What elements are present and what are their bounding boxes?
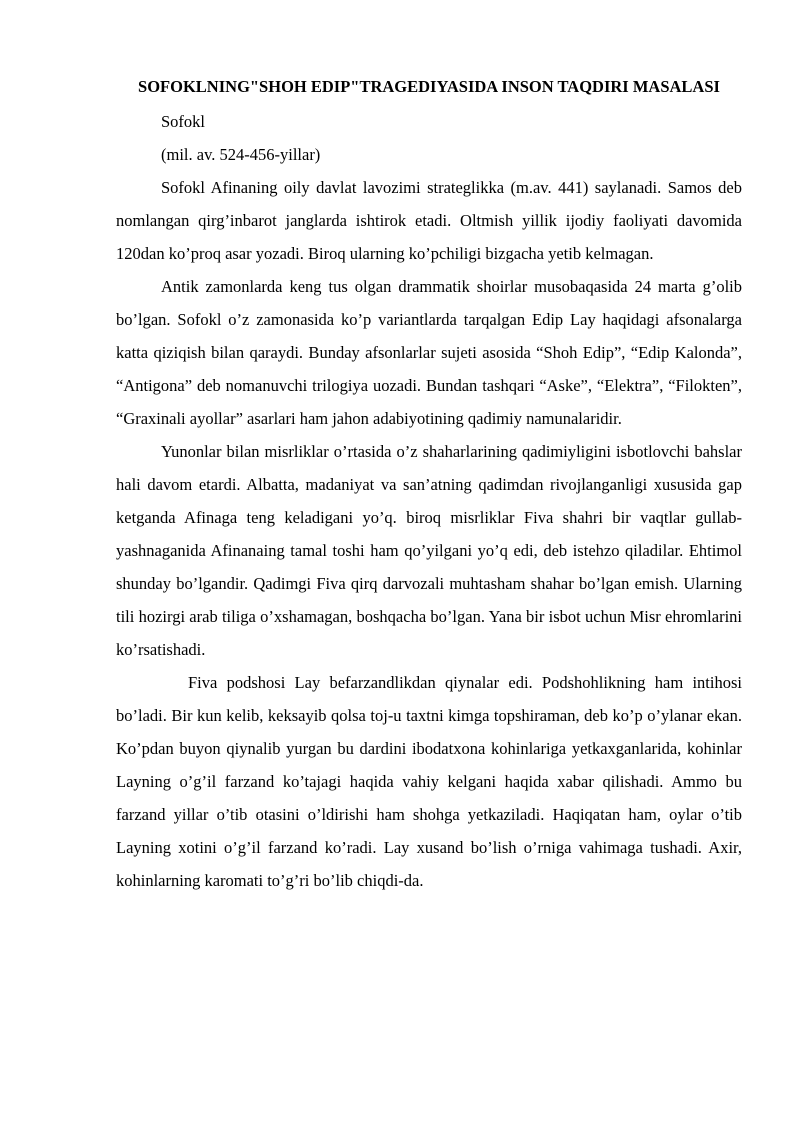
- document-page: [116, 74, 742, 897]
- paragraph-2: Antik zamonlarda keng tus olgan drammatik shoirlar musobaqasida 24 marta g’olib bo’lgan. Sofokl o’z zamonasida ko’p variantlarda tarqalgan Edip Lay haqidagi afsonalarga katta qiziqish bilan qaraydi. Bunday afsonlarlar sujeti asosida “Shoh Edip”, “Edip Kalonda”, “Antigona” deb nomanuvchi trilogiya uozadi. Bundan tashqari “Aske”, “Elektra”, “Filokten”, “Graxinali ayollar” asarlari ham jahon adabiyotining qadimiy namunalaridir.: [116, 277, 742, 428]
- paragraph-1: Sofokl Afinaning oily davlat lavozimi strateglikka (m.av. 441) saylanadi. Samos deb nomlangan qirg’inbarot janglarda ishtirok etadi. Oltmish yillik ijodiy faoliyati davomida 120dan ko’proq asar yozadi. Biroq ularning ko’pchiligi bizgacha yetib kelmagan.: [116, 178, 742, 263]
- paragraph-3: Yunonlar bilan misrliklar o’rtasida o’z shaharlarining qadimiyligini isbotlovchi bahslar hali davom etardi. Albatta, madaniyat va san’atning qadimdan rivojlanganligi xususida gap ketganda Afinaga teng keladigani yo’q. biroq misrliklar Fiva shahri bir vaqtlar gullab-yashnaganida Afinanaing tamal toshi ham qo’yilgani yo’q edi, deb istehzo qiladilar. Ehtimol shunday bo’lgandir. Qadimgi Fiva qirq darvozali muhtasham shahar bo’lgan emish. Ularning tili hozirgi arab tiliga o’xshamagan, boshqacha bo’lgan. Yana bir isbot uchun Misr ehromlarini ko’rsatishadi.: [116, 442, 742, 659]
- author-name: Sofokl: [161, 112, 206, 131]
- author-years: (mil. av. 524-456-yillar): [161, 145, 321, 164]
- paragraph-4: Fiva podshosi Lay befarzandlikdan qiynalar edi. Podshohlikning ham intihosi bo’ladi. Bir kun kelib, keksayib qolsa toj-u taxtni kimga topshiraman, deb ko’p o’ylanar ekan. Ko’pdan buyon qiynalib yurgan bu dardini ibodatxona kohinlariga yetkaxganlarida, kohinlar Layning o’g’il farzand ko’tajagi haqida vahiy kelgani haqida xabar qilishadi. Ammo bu farzand yillar o’tib otasini o’ldirishi ham shohga yetkaziladi. Haqiqatan ham, oylar o’tib Layning xotini o’g’il farzand ko’radi. Lay xusand bo’lish o’rniga vahimaga tushadi. Axir, kohinlarning karomati to’g’ri bo’lib chiqdi-da.: [116, 673, 742, 890]
- document-title: SOFOKLNING"SHOH EDIP"TRAGEDIYASIDA INSON TAQDIRI MASALASI: [138, 77, 720, 96]
